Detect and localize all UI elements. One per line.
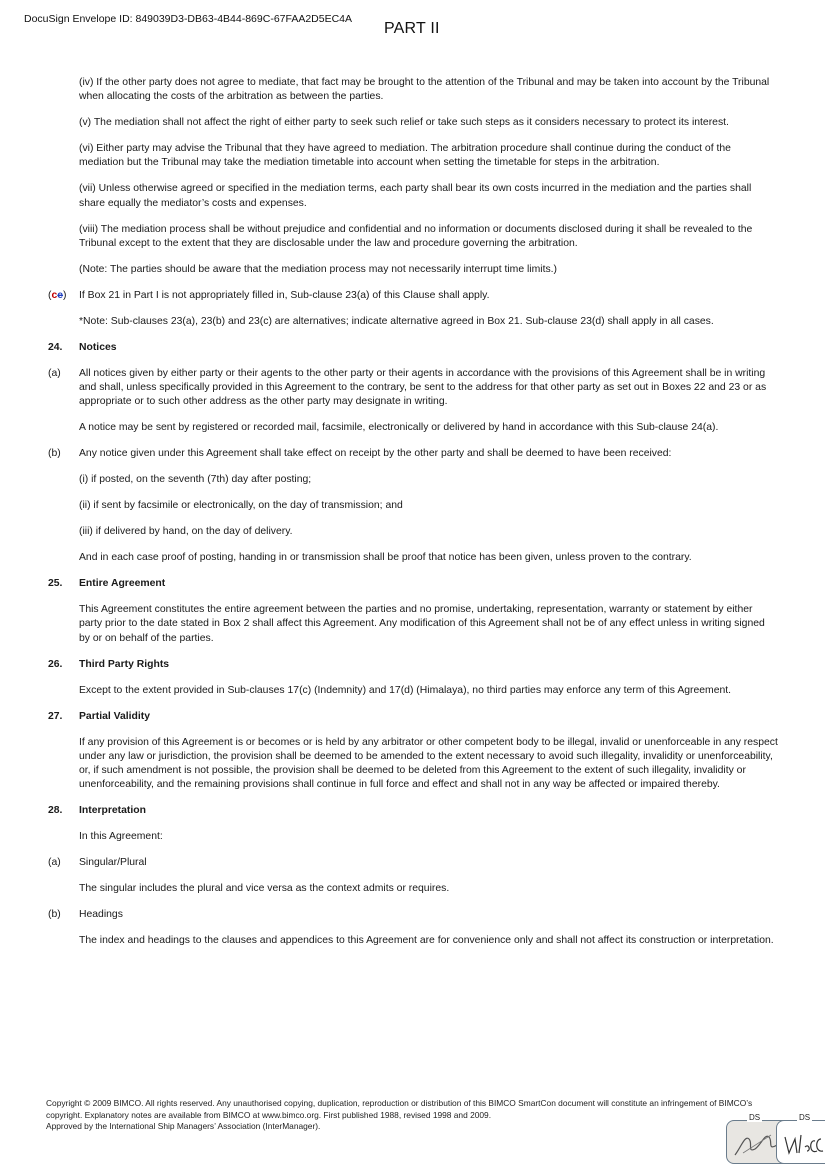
paragraph (48, 684, 778, 698)
clause-number: (a) (48, 367, 61, 379)
clause-heading (48, 710, 778, 724)
clause-heading (48, 658, 778, 672)
clause-title: Partial Validity (79, 710, 151, 722)
clause-number: (b) (48, 448, 61, 460)
paragraph (48, 263, 778, 277)
paragraph-text: (viii) The mediation process shall be without prejudice and confidential and no information or documents disclosed during it shall be revealed to the Tribunal except to the extent that they are disclosable under the law and procedure governing the arbitration. (79, 223, 753, 249)
page-title: PART II (384, 20, 440, 37)
clause-heading (48, 577, 778, 591)
paragraph (48, 447, 778, 461)
paragraph-text: (vii) Unless otherwise agreed or specified in the mediation terms, each party shall bear its own costs incurred in the mediation and the parties shall share equally the mediator’s costs and expenses. (79, 183, 752, 209)
paragraph (48, 76, 778, 104)
document-body (48, 76, 778, 960)
paragraph-text: (iv) If the other party does not agree to mediate, that fact may be brought to the attention of the Tribunal and may be taken into account by the Tribunal when allocating the costs of the arbitration as between the parties. (79, 77, 770, 103)
paragraph-text: This Agreement constitutes the entire agreement between the parties and no promise, undertaking, representation, warranty or statement by either party prior to the date stated in Box 2 shall affect this Agreement. Any modification of this Agreement shall not be of any effect unless in writing signed by or on behalf of the parties. (79, 604, 765, 644)
paragraph-text: All notices given by either party or their agents to the other party or their agents in accordance with the provisions of this Agreement shall be in writing and shall, unless specifically provided in this Agreement to the contrary, be sent to the address for that other party as set out in Boxes 22 and 23 or as appropriate or to such other address as the other party may designate in writing. (79, 367, 767, 408)
clause-number: 24. (48, 341, 63, 353)
paragraph-text: The index and headings to the clauses and appendices to this Agreement are for convenience only and shall not affect its construction or interpretation. (79, 935, 774, 947)
paragraph-text: (vi) Either party may advise the Tribunal that they have agreed to mediation. The arbitration procedure shall continue during the conduct of the mediation but the Tribunal may take the mediation timetable into account when setting the timetable for steps in the arbitration. (79, 143, 731, 169)
paragraph-text: If Box 21 in Part I is not appropriately filled in, Sub-clause 23(a) of this Clause shall apply. (79, 289, 490, 301)
paragraph (48, 736, 778, 793)
paragraph-text: And in each case proof of posting, handing in or transmission shall be proof that notice has been given, unless proven to the contrary. (79, 552, 692, 564)
approval-notice: Approved by the International Ship Managers’ Association (InterManager). (46, 1121, 321, 1132)
clause-title: Notices (79, 341, 117, 353)
paragraph-text: (v) The mediation shall not affect the right of either party to seek such relief or take such steps as it considers necessary to protect its interest. (79, 117, 729, 129)
paragraph-text: A notice may be sent by registered or recorded mail, facsimile, electronically or delivered by hand in accordance with this Sub-clause 24(a). (79, 422, 719, 434)
envelope-id: DocuSign Envelope ID: 849039D3-DB63-4B44-869C-67FAA2D5EC4A (24, 13, 353, 25)
paragraph-text: Singular/Plural (79, 857, 147, 869)
paragraph (48, 882, 778, 896)
clause-heading (48, 341, 778, 355)
paragraph-text: (iii) if delivered by hand, on the day of delivery. (79, 526, 293, 538)
copyright-notice: Copyright © 2009 BIMCO. All rights reserved. Any unauthorised copying, duplication, reproduction or distribution of this BIMCO SmartCon document will constitute an infringement of BIMCO’s copyright. Explanatory notes are available from BIMCO at www.bimco.org. First published 1988, revised 1998 and 2009. (46, 1098, 753, 1120)
clause-heading (48, 804, 778, 818)
paragraph (48, 499, 778, 513)
paragraph-text: (i) if posted, on the seventh (7th) day after posting; (79, 474, 312, 486)
paragraph (48, 551, 778, 565)
clause-number: (b) (48, 909, 61, 921)
paragraph (48, 908, 778, 922)
clause-number: 27. (48, 710, 63, 722)
paragraph (48, 603, 778, 646)
paragraph-text: In this Agreement: (79, 831, 163, 843)
paragraph (48, 289, 778, 303)
docusign-initials-box-2 (776, 1113, 825, 1164)
paragraph-text: Any notice given under this Agreement shall take effect on receipt by the other party and shall be deemed to have been received: (79, 448, 672, 460)
clause-title: Third Party Rights (79, 658, 170, 670)
paragraph (48, 473, 778, 487)
paragraph (48, 182, 778, 210)
paragraph-text: (ii) if sent by facsimile or electronically, on the day of transmission; and (79, 500, 403, 512)
clause-number: 25. (48, 578, 63, 590)
paragraph (48, 315, 778, 329)
paragraph-text: Headings (79, 909, 123, 921)
clause-number: (a) (48, 857, 61, 869)
ds-label: DS (749, 1113, 761, 1122)
footer (46, 1098, 766, 1133)
clause-number: (ce) (48, 289, 67, 301)
paragraph-text: Except to the extent provided in Sub-clauses 17(c) (Indemnity) and 17(d) (Himalaya), no third parties may enforce any term of this Agreement. (79, 684, 732, 696)
clause-title: Interpretation (79, 805, 146, 817)
clause-number: 28. (48, 805, 63, 817)
paragraph (48, 421, 778, 435)
paragraph (48, 525, 778, 539)
paragraph-text: (Note: The parties should be aware that the mediation process may not necessarily interrupt time limits.) (79, 263, 557, 275)
paragraph (48, 856, 778, 870)
paragraph (48, 142, 778, 170)
paragraph (48, 116, 778, 130)
clause-title: Entire Agreement (79, 578, 166, 590)
paragraph (48, 223, 778, 251)
signature-scribble-icon-2 (781, 1129, 825, 1159)
paragraph-text: If any provision of this Agreement is or becomes or is held by any arbitrator or other competent body to be illegal, invalid or unenforceable in any respect under any law or jurisdiction, the provision shall be deemed to be amended to the extent necessary to avoid such illegality, invalidity or unenforceability, or, if such amendment is not possible, the provision shall be deemed to be deleted from this Agreement to the extent of such illegality, invalidity or unenforceability, and the remaining provisions shall continue in full force and effect and shall not in any way be affected or impaired thereby. (79, 736, 778, 791)
paragraph (48, 367, 778, 410)
ds-label-2: DS (799, 1113, 811, 1122)
paragraph-text: The singular includes the plural and vice versa as the context admits or requires. (79, 883, 450, 895)
paragraph-text: *Note: Sub-clauses 23(a), 23(b) and 23(c) are alternatives; indicate alternative agreed in Box 21. Sub-clause 23(d) shall apply in all cases. (79, 315, 714, 327)
paragraph (48, 830, 778, 844)
clause-number: 26. (48, 658, 63, 670)
paragraph (48, 934, 778, 948)
